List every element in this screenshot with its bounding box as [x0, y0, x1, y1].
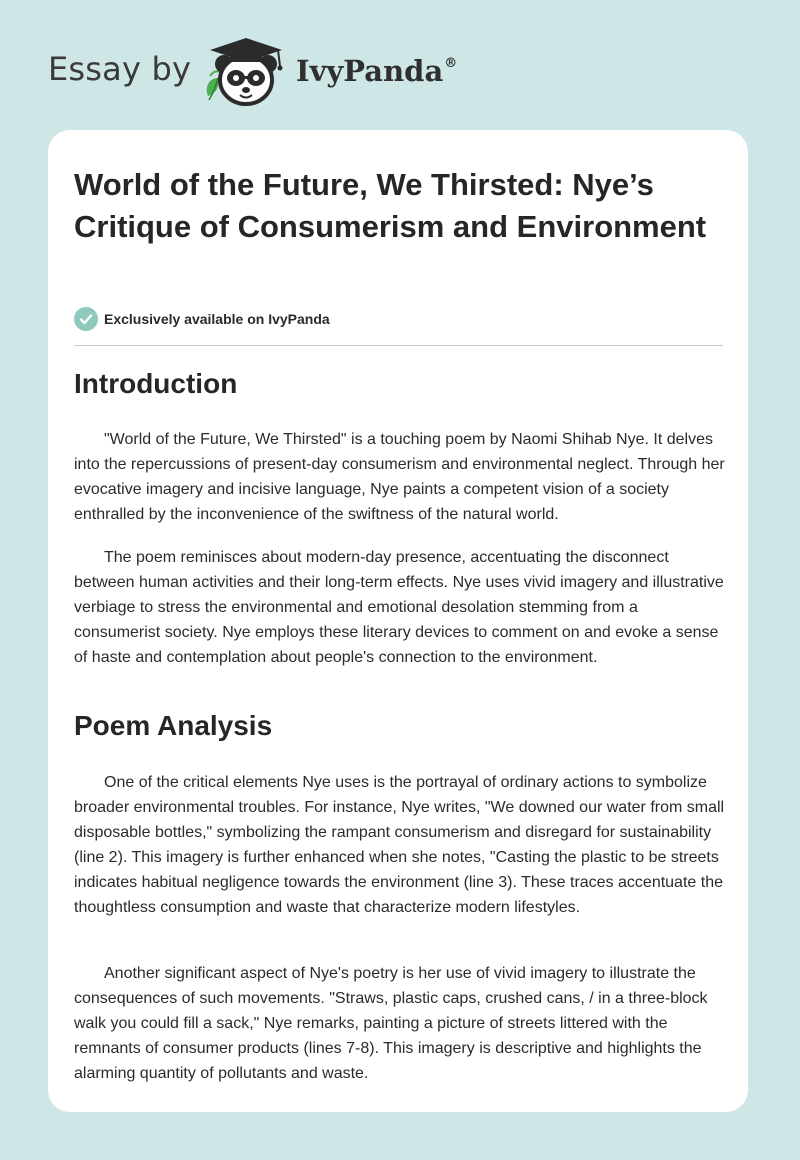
registered-mark: ®	[444, 56, 458, 71]
site-header	[0, 0, 800, 130]
section-heading-poem-analysis: Poem Analysis	[74, 710, 273, 741]
check-circle-icon	[74, 307, 98, 331]
paragraph: "World of the Future, We Thirsted" is a touching poem by Naomi Shihab Nye. It delves into the repercussions of present-day consumerism and environmental neglect. Through her evocative imagery and incisive language, Nye paints a competent vision of a society enthralled by the inconvenience of the swiftness of the natural world.	[74, 431, 725, 523]
exclusive-label: Exclusively available on IvyPanda	[104, 311, 330, 327]
paragraph: One of the critical elements Nye uses is the portrayal of ordinary actions to symbolize broader environmental troubles. For instance, Nye writes, "We downed our water from small disposable bottles," symbolizing the rampant consumerism and disregard for sustainability (line 2). This imagery is further enhanced when she notes, "Casting the plastic to be streets indicates habitual negligence towards the environment (line 3). These traces accentuate the thoughtless consumption and waste that characterize modern lifestyles.	[74, 774, 725, 916]
brand-logo-text[interactable]: IvyPanda®	[296, 54, 458, 88]
panda-logo-icon[interactable]	[200, 34, 292, 108]
paragraph: The poem reminisces about modern-day presence, accentuating the disconnect between human activities and their long-term effects. Nye uses vivid imagery and illustrative verbiage to stress the environmental and emotional desolation stemming from a consumerist society. Nye employs these literary devices to comment on and evoke a sense of haste and contemplation about people's connection to the environment.	[74, 549, 724, 666]
essay-by-label: Essay by	[48, 50, 192, 88]
page-title: World of the Future, We Thirsted: Nye’s Critique of Consumerism and Environment	[74, 167, 707, 244]
essay-card	[48, 130, 748, 1112]
divider	[74, 345, 723, 346]
section-heading-introduction: Introduction	[74, 368, 238, 399]
paragraph: Another significant aspect of Nye's poetry is her use of vivid imagery to illustrate the consequences of such movements. "Straws, plastic caps, crushed cans, / in a three-block walk you could fill a sack," Nye remarks, painting a picture of streets littered with the remnants of consumer products (lines 7-8). This imagery is descriptive and highlights the alarming quantity of pollutants and waste.	[74, 965, 708, 1082]
exclusive-badge	[74, 307, 330, 331]
